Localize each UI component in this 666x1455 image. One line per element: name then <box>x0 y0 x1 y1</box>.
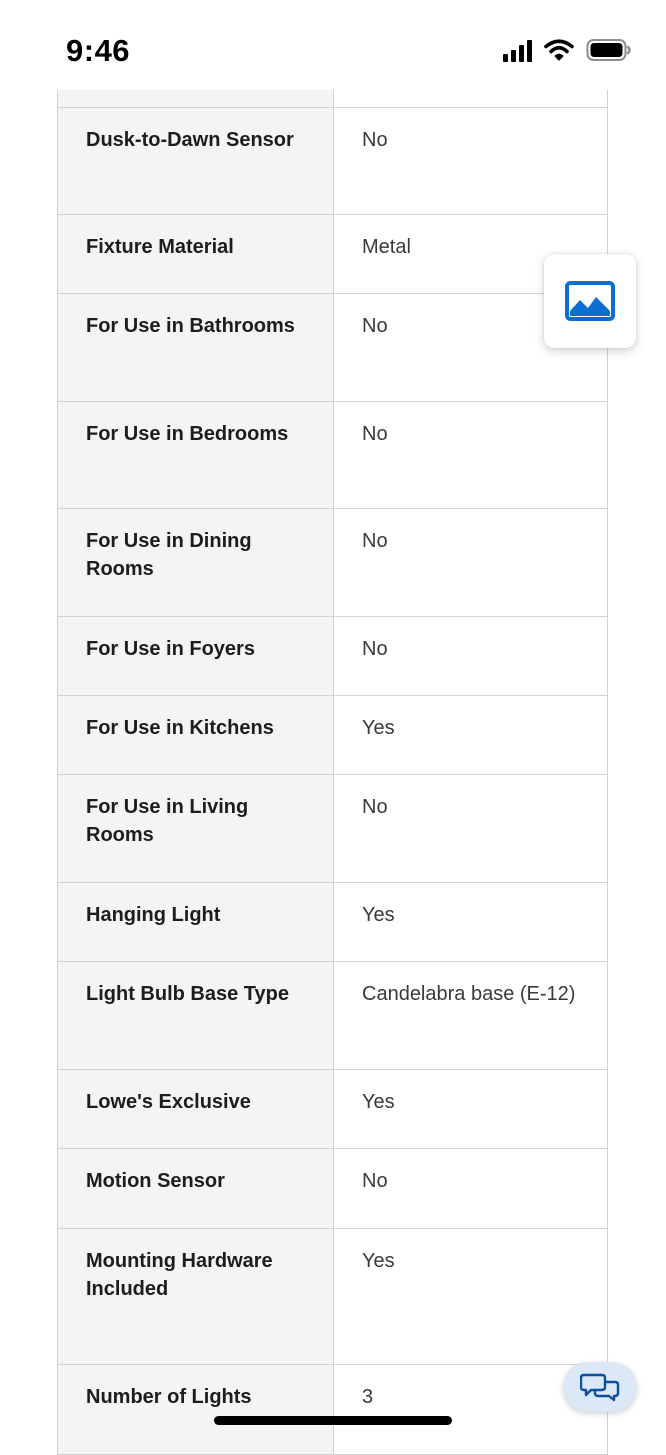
spec-value-cell <box>334 401 608 508</box>
spec-value: No <box>362 1169 388 1192</box>
table-row <box>58 961 608 1069</box>
spec-value: 3 <box>362 1385 374 1408</box>
image-gallery-button[interactable] <box>544 254 636 348</box>
spec-label-cell <box>58 774 334 882</box>
table-row <box>58 774 608 882</box>
spec-value-cell <box>334 961 608 1069</box>
spec-label: Light Bulb Base Type <box>86 982 289 1005</box>
spec-value: No <box>362 314 388 337</box>
spec-label-cell <box>58 882 334 961</box>
table-row <box>58 695 608 774</box>
wifi-icon <box>544 38 574 62</box>
spec-value-cell <box>334 695 608 774</box>
spec-value: Yes <box>362 1249 395 1272</box>
spec-label: Dusk-to-Dawn Sensor <box>86 128 294 151</box>
spec-label: Lowe's Exclusive <box>86 1090 251 1113</box>
spec-label-cell <box>58 1069 334 1148</box>
spec-value: No <box>362 128 388 151</box>
table-row <box>58 1069 608 1148</box>
spec-value: No <box>362 529 388 552</box>
spec-label: For Use in Bathrooms <box>86 314 295 337</box>
spec-value: Yes <box>362 716 395 739</box>
spec-value-cell <box>334 1148 608 1228</box>
spec-value: No <box>362 795 388 818</box>
spec-value-cell <box>334 882 608 961</box>
spec-label: For Use in Kitchens <box>86 716 274 739</box>
spec-value: Metal <box>362 235 411 258</box>
status-icons <box>503 38 632 62</box>
table-row <box>58 882 608 961</box>
spec-label: Number of Lights <box>86 1385 252 1408</box>
spec-label-cell <box>58 1364 334 1454</box>
spec-label: Fixture Material <box>86 235 234 258</box>
table-row <box>58 214 608 293</box>
status-time: 9:46 <box>66 33 131 68</box>
spec-label: Hanging Light <box>86 903 221 926</box>
spec-label-cell <box>58 401 334 508</box>
image-icon <box>565 281 615 321</box>
spec-label: For Use in Living Rooms <box>86 795 249 846</box>
spec-value-cell <box>334 1228 608 1364</box>
spec-label: For Use in Bedrooms <box>86 422 289 445</box>
spec-value-cell <box>334 508 608 616</box>
status-bar <box>0 0 666 90</box>
spec-value: Candelabra base (E-12) <box>362 982 576 1005</box>
spec-value: Yes <box>362 1090 395 1113</box>
spec-label-cell <box>58 1228 334 1364</box>
table-row <box>58 616 608 695</box>
table-row <box>58 1148 608 1228</box>
spec-label: For Use in Foyers <box>86 637 255 660</box>
specifications-table <box>57 0 608 1455</box>
spec-value-cell <box>334 774 608 882</box>
battery-icon <box>586 38 632 62</box>
spec-label-cell <box>58 293 334 401</box>
spec-label-cell <box>58 1148 334 1228</box>
chat-button[interactable] <box>563 1362 637 1412</box>
spec-value: No <box>362 637 388 660</box>
table-row <box>58 293 608 401</box>
spec-value-cell <box>334 107 608 214</box>
spec-label: Mounting Hardware Included <box>86 1249 273 1300</box>
chat-bubbles-icon <box>580 1371 620 1403</box>
spec-label-cell <box>58 508 334 616</box>
table-row <box>58 401 608 508</box>
spec-label-cell <box>58 961 334 1069</box>
spec-label-cell <box>58 107 334 214</box>
table-row <box>58 508 608 616</box>
spec-label: For Use in Dining Rooms <box>86 529 252 580</box>
home-indicator[interactable] <box>214 1416 452 1425</box>
table-row <box>58 1228 608 1364</box>
spec-value: Yes <box>362 903 395 926</box>
table-row <box>58 107 608 214</box>
table-row <box>58 1364 608 1454</box>
cellular-signal-icon <box>503 38 532 62</box>
spec-value-cell <box>334 616 608 695</box>
spec-label-cell <box>58 695 334 774</box>
spec-value: No <box>362 422 388 445</box>
spec-label-cell <box>58 214 334 293</box>
spec-label-cell <box>58 616 334 695</box>
spec-value-cell <box>334 1069 608 1148</box>
spec-label: Motion Sensor <box>86 1169 225 1192</box>
